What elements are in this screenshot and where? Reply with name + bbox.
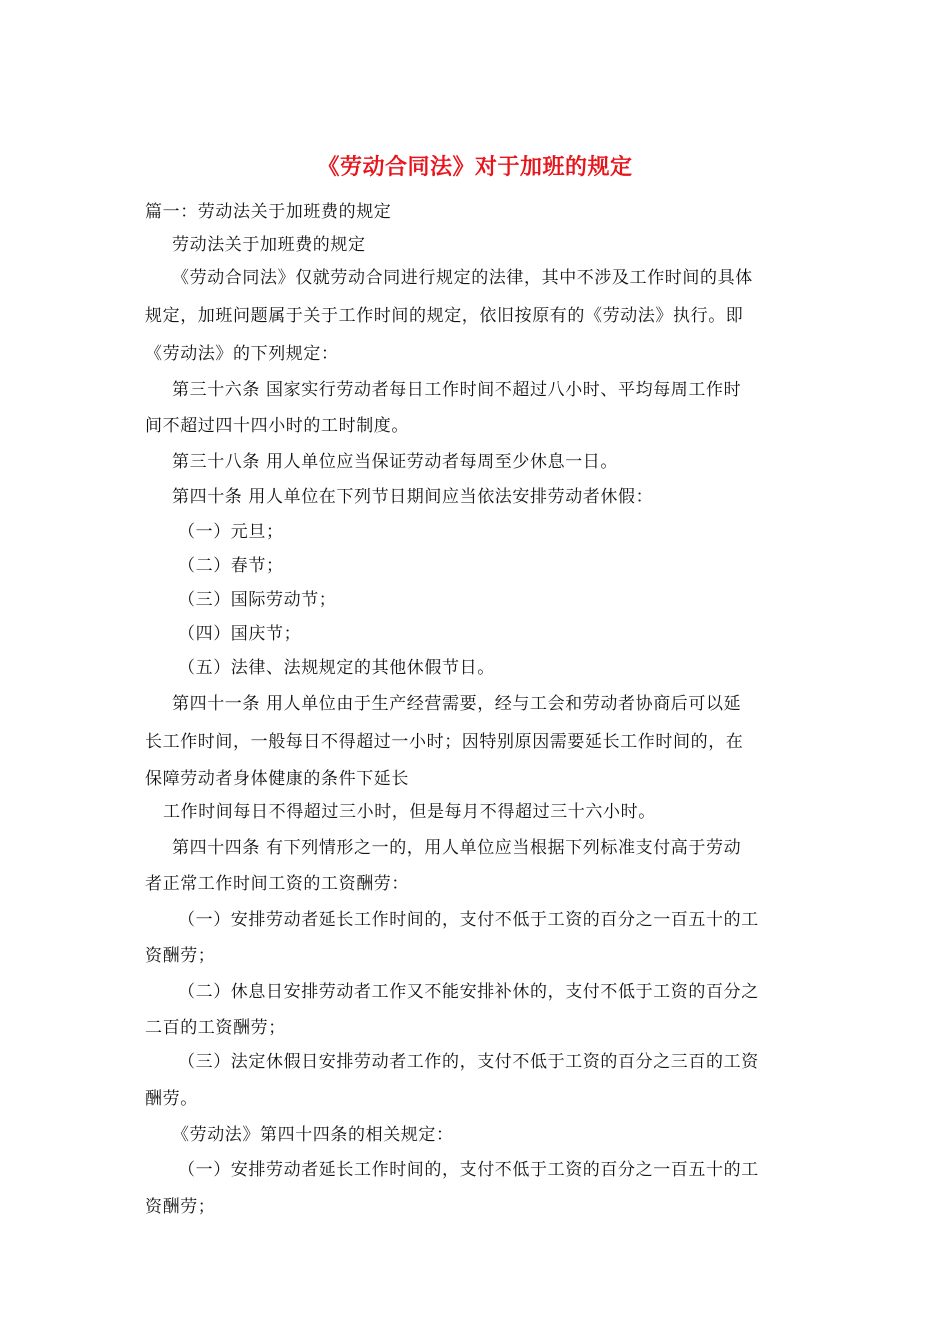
list-item: （二）休息日安排劳动者工作又不能安排补休的，支付不低于工资的百分之 xyxy=(178,982,759,1002)
subheading: 劳动法关于加班费的规定 xyxy=(172,235,366,255)
list-item: （五）法律、法规规定的其他休假节日。 xyxy=(178,658,495,678)
paragraph-line: 第四十四条 有下列情形之一的，用人单位应当根据下列标准支付高于劳动 xyxy=(172,838,742,858)
list-item: （三）国际劳动节； xyxy=(178,590,337,610)
section-heading: 篇一：劳动法关于加班费的规定 xyxy=(145,202,392,222)
paragraph-line: 第三十八条 用人单位应当保证劳动者每周至少休息一日。 xyxy=(172,452,619,472)
paragraph-line: 保障劳动者身体健康的条件下延长 xyxy=(145,769,409,789)
paragraph-line: 第四十条 用人单位在下列节日期间应当依法安排劳动者休假： xyxy=(172,487,654,507)
document-title: 《劳动合同法》对于加班的规定 xyxy=(317,154,633,180)
paragraph-line: 《劳动法》第四十四条的相关规定： xyxy=(172,1125,454,1145)
paragraph-line: 工作时间每日不得超过三小时，但是每月不得超过三十六小时。 xyxy=(163,802,656,822)
list-item: （一）安排劳动者延长工作时间的，支付不低于工资的百分之一百五十的工 xyxy=(178,1160,759,1180)
list-item: （三）法定休假日安排劳动者工作的，支付不低于工资的百分之三百的工资 xyxy=(178,1052,759,1072)
paragraph-line: 长工作时间，一般每日不得超过一小时；因特别原因需要延长工作时间的，在 xyxy=(145,732,744,752)
list-item: （二）春节； xyxy=(178,556,284,576)
list-item: （一）安排劳动者延长工作时间的，支付不低于工资的百分之一百五十的工 xyxy=(178,910,759,930)
paragraph-line: 规定，加班问题属于关于工作时间的规定，依旧按原有的《劳动法》执行。即 xyxy=(145,306,744,326)
list-item: 资酬劳； xyxy=(145,1197,216,1217)
paragraph-line: 间不超过四十四小时的工时制度。 xyxy=(145,416,409,436)
paragraph-line: 《劳动合同法》仅就劳动合同进行规定的法律，其中不涉及工作时间的具体 xyxy=(172,268,753,288)
paragraph-line: 者正常工作时间工资的工资酬劳： xyxy=(145,874,409,894)
list-item: 二百的工资酬劳； xyxy=(145,1018,286,1038)
paragraph-line: 《劳动法》的下列规定： xyxy=(145,344,339,364)
list-item: （四）国庆节； xyxy=(178,624,302,644)
list-item: 资酬劳； xyxy=(145,946,216,966)
paragraph-line: 第四十一条 用人单位由于生产经营需要，经与工会和劳动者协商后可以延 xyxy=(172,694,742,714)
list-item: 酬劳。 xyxy=(145,1089,198,1109)
list-item: （一）元旦； xyxy=(178,522,284,542)
paragraph-line: 第三十六条 国家实行劳动者每日工作时间不超过八小时、平均每周工作时 xyxy=(172,380,742,400)
